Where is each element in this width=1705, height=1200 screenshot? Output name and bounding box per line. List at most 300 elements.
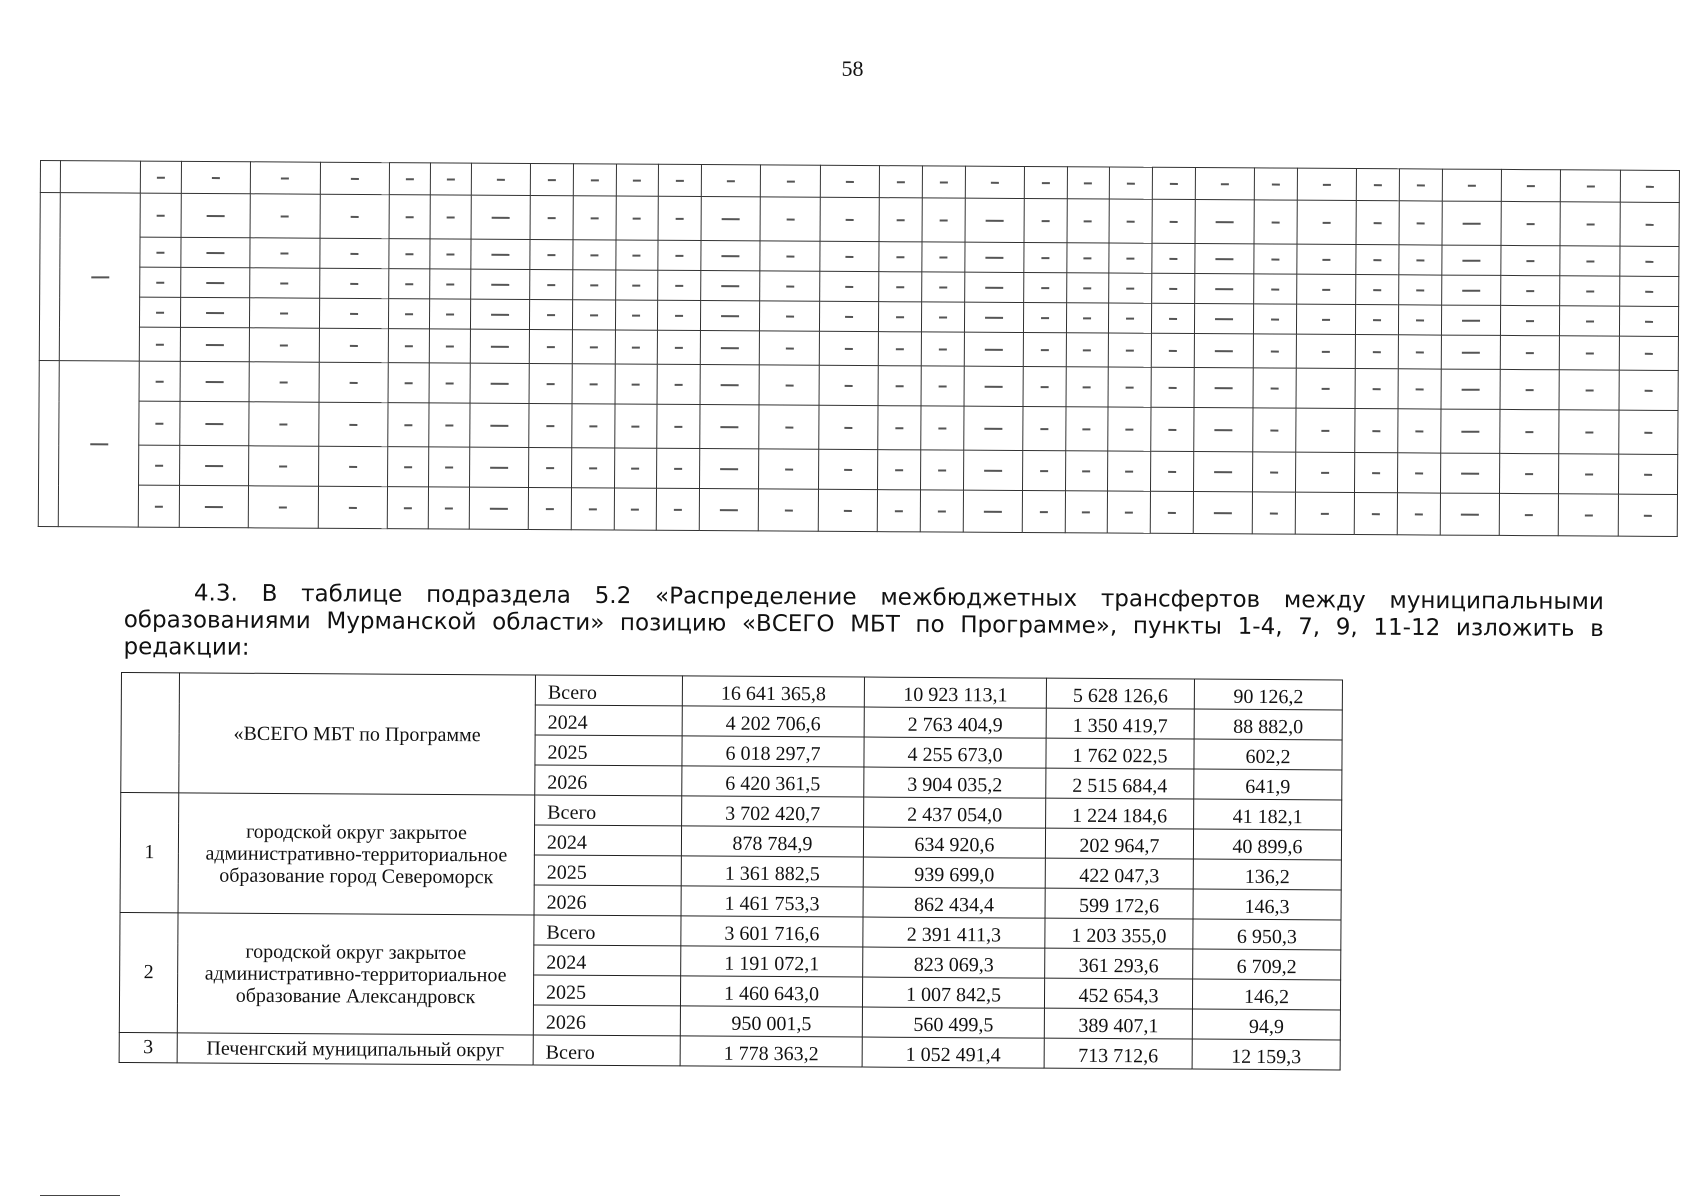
reduced-cell: [1397, 493, 1440, 535]
regional-value: 862 434,4: [863, 887, 1045, 918]
total-value: 1 778 363,2: [680, 1036, 862, 1067]
reduced-cell: [1559, 454, 1618, 494]
reduced-cell: [1356, 245, 1399, 275]
reduced-cell: [820, 197, 879, 241]
reduced-cell: [1067, 199, 1110, 243]
federal-value: 713 712,6: [1044, 1038, 1192, 1069]
reduced-cell: [318, 446, 388, 486]
spacer-cell: [1342, 680, 1351, 710]
reduced-cell: [1023, 333, 1066, 367]
reduced-cell: [1442, 169, 1501, 201]
reduced-cell: [39, 193, 60, 361]
regional-value: 1 007 842,5: [862, 977, 1044, 1008]
local-value: 6 709,2: [1193, 949, 1341, 980]
reduced-cell: [615, 270, 658, 300]
reduced-cell: [1399, 275, 1442, 305]
reduced-cell: [572, 330, 615, 364]
reduced-cell: [1065, 451, 1108, 491]
spacer-cell: [1342, 710, 1351, 740]
reduced-cell: [471, 163, 530, 195]
regional-value: 634 920,6: [863, 827, 1045, 858]
reduced-cell: [139, 361, 180, 401]
reduced-cell: [616, 164, 659, 196]
reduced-cell: [922, 198, 965, 242]
reduced-cell: [1022, 407, 1065, 451]
reduced-cell: [140, 237, 181, 267]
reduced-cell: [759, 365, 818, 405]
reduced-cell: [1441, 453, 1500, 493]
reduced-cell: [699, 489, 758, 531]
reduced-cell: [702, 165, 761, 197]
reduced-cell: [181, 193, 251, 237]
year-cell: 2025: [535, 735, 682, 766]
reduced-cell: [471, 195, 530, 239]
footnote-rule: [40, 1195, 120, 1196]
reduced-cell: [469, 487, 528, 529]
reduced-cell: [1559, 370, 1618, 410]
amendment-paragraph: 4.3. В таблице подраздела 5.2 «Распределение межбюджетных трансфертов между муниципальными образованиями Мурманской области» позицию «ВСЕГО МБТ по Программе», пункты 1-4, 7, 9, 11-12 изложить в редакции:: [123, 580, 1604, 661]
reduced-cell: [388, 329, 429, 363]
regional-value: 823 069,3: [863, 947, 1045, 978]
reduced-cell: [430, 163, 471, 195]
reduced-cell: [60, 193, 141, 361]
reduced-cell: [1194, 452, 1253, 492]
reduced-cell: [1109, 243, 1152, 273]
local-value: 641,9: [1194, 769, 1342, 800]
reduced-cell: [760, 271, 819, 301]
reduced-cell: [1024, 167, 1067, 199]
reduced-cell: [658, 270, 701, 300]
reduced-cell: [1151, 491, 1194, 533]
reduced-cell: [139, 401, 180, 445]
reduced-cell: [964, 332, 1023, 366]
reduced-cell: [529, 329, 572, 363]
local-value: 41 182,1: [1194, 799, 1342, 830]
reduced-cell: [571, 488, 614, 530]
reduced-cell: [138, 485, 179, 527]
table-row: [120, 912, 1350, 950]
reduced-cell: [922, 166, 965, 198]
reduced-cell: [879, 242, 922, 272]
reduced-cell: [1400, 169, 1443, 201]
local-value: 602,2: [1194, 739, 1342, 770]
reduced-cell: [759, 405, 818, 449]
spacer-cell: [1340, 980, 1349, 1010]
reduced-cell: [1066, 367, 1109, 407]
reduced-cell: [1023, 367, 1066, 407]
reduced-cell: [1356, 275, 1399, 305]
reduced-cell: [1253, 452, 1296, 492]
reduced-cell: [1108, 407, 1151, 451]
reduced-cell: [1297, 200, 1356, 244]
regional-value: 2 763 404,9: [864, 707, 1046, 738]
reduced-cell: [965, 166, 1024, 198]
reduced-cell: [470, 239, 529, 269]
reduced-cell: [1442, 201, 1501, 245]
reduced-cell: [1109, 199, 1152, 243]
reduced-cell: [470, 269, 529, 299]
reduced-cell: [1108, 451, 1151, 491]
reduced-cell: [530, 239, 573, 269]
reduced-cell: [964, 366, 1023, 406]
reduced-cell: [528, 447, 571, 487]
reduced-cell: [1152, 273, 1195, 303]
year-cell: 2026: [533, 1005, 680, 1036]
reduced-cell: [659, 164, 702, 196]
row-number: [121, 673, 180, 793]
table-row: [119, 1032, 1349, 1070]
reduced-cell: [251, 162, 321, 194]
spacer-cell: [1341, 830, 1350, 860]
reduced-cell: [1254, 200, 1297, 244]
reduced-cell: [1151, 367, 1194, 407]
reduced-cell: [1153, 167, 1196, 199]
mbt-allocation-table: [119, 672, 1352, 1071]
reduced-cell: [140, 193, 181, 237]
reduced-cell: [760, 197, 819, 241]
spacer-cell: [1342, 770, 1351, 800]
municipality-name: городской округ закрытое административно-территориальное образование город Североморск: [178, 793, 535, 915]
federal-value: 452 654,3: [1044, 978, 1192, 1009]
reduced-cell: [964, 272, 1023, 302]
total-value: 3 702 420,7: [682, 796, 864, 827]
reduced-cell: [319, 362, 389, 402]
page-number: 58: [841, 56, 864, 81]
reduced-cell: [1356, 335, 1399, 369]
reduced-cell: [1297, 244, 1356, 274]
reduced-cell: [1441, 369, 1500, 409]
year-cell: 2025: [533, 975, 680, 1006]
reduced-cell: [614, 404, 657, 448]
reduced-cell: [657, 488, 700, 530]
reduced-cell: [700, 449, 759, 489]
reduced-cell: [1253, 492, 1296, 534]
reduced-cell: [964, 302, 1023, 332]
reduced-cell: [573, 164, 616, 196]
reduced-cell: [249, 402, 319, 446]
regional-value: 1 052 491,4: [862, 1037, 1044, 1068]
reduced-cell: [921, 242, 964, 272]
year-cell: 2026: [534, 885, 681, 916]
reduced-cell: [964, 242, 1023, 272]
reduced-cell: [429, 403, 470, 447]
reduced-cell: [429, 269, 470, 299]
reduced-cell: [528, 487, 571, 529]
reduced-cell: [1023, 303, 1066, 333]
regional-value: 3 904 035,2: [864, 767, 1046, 798]
year-cell: Всего: [534, 915, 681, 946]
reduced-cell: [319, 268, 389, 298]
year-cell: Всего: [535, 675, 682, 706]
reduced-cell: [1620, 202, 1680, 246]
reduced-cell: [879, 198, 922, 242]
reduced-cell: [878, 332, 921, 366]
total-value: 1 191 072,1: [681, 946, 863, 977]
reduced-cell: [1501, 201, 1560, 245]
reduced-cell: [470, 299, 529, 329]
reduced-cell: [1502, 169, 1561, 201]
reduced-cell: [819, 301, 878, 331]
federal-value: 361 293,6: [1045, 948, 1193, 979]
reduced-table: [38, 160, 1680, 537]
reduced-cell: [469, 447, 528, 487]
reduced-cell: [250, 298, 320, 328]
reduced-cell: [879, 166, 922, 198]
spacer-cell: [1342, 740, 1351, 770]
reduced-cell: [61, 161, 141, 193]
reduced-cell: [571, 404, 614, 448]
reduced-cell: [1254, 334, 1297, 368]
reduced-cell: [1399, 305, 1442, 335]
reduced-cell: [1619, 276, 1679, 306]
reduced-cell: [614, 488, 657, 530]
reduced-cell: [1618, 494, 1678, 536]
reduced-cell: [819, 241, 878, 271]
regional-value: 560 499,5: [862, 1007, 1044, 1038]
reduced-cell: [1254, 244, 1297, 274]
year-cell: Всего: [535, 795, 682, 826]
reduced-cell: [1442, 305, 1501, 335]
reduced-cell: [1500, 493, 1559, 535]
reduced-cell: [181, 161, 251, 193]
reduced-cell: [657, 448, 700, 488]
reduced-cell: [1560, 246, 1619, 276]
reduced-cell: [878, 406, 921, 450]
reduced-cell: [430, 195, 471, 239]
reduced-cell: [250, 268, 320, 298]
local-value: 88 882,0: [1194, 709, 1342, 740]
federal-value: 1 203 355,0: [1045, 918, 1193, 949]
reduced-cell: [1067, 167, 1110, 199]
reduced-cell: [1619, 306, 1679, 336]
year-cell: 2024: [534, 945, 681, 976]
reduced-cell: [1398, 453, 1441, 493]
federal-value: 1 762 022,5: [1046, 738, 1194, 769]
reduced-cell: [963, 490, 1022, 532]
reduced-cell: [1151, 451, 1194, 491]
reduced-cell: [615, 330, 658, 364]
total-value: 1 460 643,0: [680, 976, 862, 1007]
reduced-cell: [1355, 453, 1398, 493]
reduced-cell: [59, 361, 140, 527]
reduced-cell: [318, 486, 388, 528]
reduced-cell: [529, 363, 572, 403]
reduced-cell: [701, 241, 760, 271]
reduced-cell: [319, 298, 389, 328]
reduced-cell: [1561, 170, 1620, 202]
total-value: 3 601 716,6: [681, 916, 863, 947]
reduced-cell: [1620, 170, 1680, 202]
reduced-cell: [139, 297, 180, 327]
year-cell: 2024: [535, 705, 682, 736]
reduced-cell: [1152, 333, 1195, 367]
reduced-cell: [920, 490, 963, 532]
reduced-cell: [1618, 454, 1678, 494]
reduced-cell: [615, 240, 658, 270]
reduced-cell: [389, 269, 430, 299]
reduced-cell: [389, 163, 430, 195]
reduced-cell: [1559, 494, 1618, 536]
reduced-cell: [319, 238, 389, 268]
total-value: 4 202 706,6: [682, 706, 864, 737]
reduced-cell: [819, 365, 878, 405]
reduced-cell: [963, 406, 1022, 450]
municipality-name: городской округ закрытое административно-территориальное образование Александровск: [177, 913, 534, 1035]
reduced-cell: [180, 361, 250, 401]
reduced-cell: [615, 364, 658, 404]
total-value: 16 641 365,8: [682, 676, 864, 707]
reduced-cell: [1619, 370, 1679, 410]
reduced-cell: [1501, 305, 1560, 335]
reduced-cell: [139, 445, 180, 485]
reduced-cell: [1355, 409, 1398, 453]
reduced-cell: [1024, 243, 1067, 273]
reduced-cell: [387, 447, 428, 487]
reduced-cell: [1022, 491, 1065, 533]
reduced-cell: [573, 196, 616, 240]
reduced-cell: [818, 405, 877, 449]
reduced-cell: [1357, 169, 1400, 201]
reduced-cell: [319, 328, 389, 362]
reduced-cell: [1152, 199, 1195, 243]
reduced-cell: [572, 270, 615, 300]
reduced-cell: [921, 272, 964, 302]
reduced-cell: [657, 404, 700, 448]
reduced-cell: [1195, 244, 1254, 274]
regional-value: 939 699,0: [863, 857, 1045, 888]
spacer-cell: [1340, 1040, 1349, 1070]
reduced-cell: [658, 196, 701, 240]
reduced-cell: [1560, 202, 1619, 246]
reduced-cell: [1440, 493, 1499, 535]
reduced-cell: [1356, 305, 1399, 335]
reduced-cell: [387, 487, 428, 529]
federal-value: 2 515 684,4: [1046, 768, 1194, 799]
total-value: 950 001,5: [680, 1006, 862, 1037]
reduced-cell: [1022, 451, 1065, 491]
reduced-cell: [920, 450, 963, 490]
reduced-cell: [1618, 410, 1678, 454]
reduced-cell: [760, 241, 819, 271]
reduced-cell: [571, 448, 614, 488]
reduced-cell: [1254, 274, 1297, 304]
reduced-cell: [1296, 368, 1355, 408]
table-row: [121, 673, 1351, 711]
regional-value: 10 923 113,1: [864, 677, 1046, 708]
reduced-cell: [1442, 245, 1501, 275]
row-number: 2: [119, 912, 178, 1032]
reduced-cell: [388, 363, 429, 403]
reduced-cell: [1501, 335, 1560, 369]
reduced-cell: [572, 300, 615, 330]
reduced-cell: [250, 238, 320, 268]
federal-value: 422 047,3: [1045, 858, 1193, 889]
reduced-cell: [700, 331, 759, 365]
reduced-cell: [1109, 273, 1152, 303]
federal-value: 202 964,7: [1045, 828, 1193, 859]
reduced-cell: [657, 364, 700, 404]
reduced-cell: [700, 405, 759, 449]
reduced-cell: [1619, 246, 1679, 276]
reduced-cell: [614, 448, 657, 488]
reduced-cell: [658, 330, 701, 364]
year-cell: 2024: [534, 825, 681, 856]
municipality-name: «ВСЕГО МБТ по Программе: [179, 673, 536, 795]
reduced-cell: [529, 403, 572, 447]
reduced-cell: [1024, 199, 1067, 243]
reduced-cell: [1110, 167, 1153, 199]
reduced-cell: [1441, 409, 1500, 453]
reduced-cell: [878, 366, 921, 406]
reduced-cell: [965, 198, 1024, 242]
reduced-cell: [1355, 493, 1398, 535]
reduced-cell: [963, 450, 1022, 490]
reduced-cell: [1399, 201, 1442, 245]
reduced-cell: [1151, 407, 1194, 451]
reduced-cell: [921, 332, 964, 366]
total-value: 1 361 882,5: [681, 856, 863, 887]
reduced-cell: [1398, 409, 1441, 453]
reduced-cell: [320, 194, 390, 238]
reduced-cell: [1441, 335, 1500, 369]
reduced-cell: [658, 300, 701, 330]
reduced-cell: [1398, 369, 1441, 409]
reduced-cell: [1297, 304, 1356, 334]
reduced-cell: [429, 299, 470, 329]
reduced-cell: [139, 327, 180, 361]
reduced-cell: [878, 272, 921, 302]
reduced-cell: [820, 165, 879, 197]
reduced-cell: [1501, 245, 1560, 275]
reduced-cell: [1442, 275, 1501, 305]
reduced-cell: [1194, 408, 1253, 452]
reduced-cell: [1297, 274, 1356, 304]
spacer-cell: [1341, 920, 1350, 950]
local-value: 6 950,3: [1193, 919, 1341, 950]
reduced-cell: [388, 299, 429, 329]
reduced-cell: [1296, 408, 1355, 452]
reduced-cell: [877, 450, 920, 490]
reduced-cell: [760, 331, 819, 365]
reduced-cell: [1066, 243, 1109, 273]
reduced-cell: [1109, 303, 1152, 333]
reduced-cell: [1108, 367, 1151, 407]
reduced-cell: [1296, 452, 1355, 492]
total-value: 1 461 753,3: [681, 886, 863, 917]
reduced-cell: [320, 162, 390, 194]
reduced-cell: [529, 299, 572, 329]
reduced-cell: [428, 447, 469, 487]
reduced-cell: [1065, 491, 1108, 533]
federal-value: 1 350 419,7: [1046, 708, 1194, 739]
reduced-cell: [1253, 408, 1296, 452]
reduced-cell: [249, 362, 319, 402]
reduced-cell: [1560, 276, 1619, 306]
federal-value: 5 628 126,6: [1046, 678, 1194, 709]
reduced-cell: [1295, 492, 1354, 534]
reduced-cell: [920, 406, 963, 450]
reduced-cell: [428, 487, 469, 529]
reduced-cell: [818, 449, 877, 489]
reduced-cell: [429, 363, 470, 403]
year-cell: 2025: [534, 855, 681, 886]
reduced-cell: [1297, 168, 1356, 200]
reduced-cell: [249, 446, 319, 486]
reduced-cell: [1253, 368, 1296, 408]
reduced-cell: [388, 403, 429, 447]
reduced-cell: [1399, 245, 1442, 275]
municipality-name: Печенгский муниципальный округ: [177, 1033, 533, 1065]
